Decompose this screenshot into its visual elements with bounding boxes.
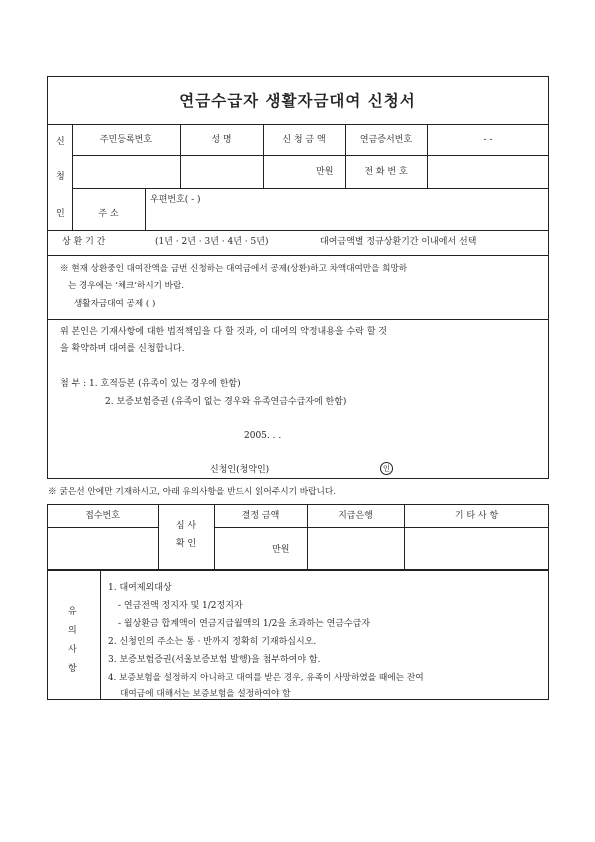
grid-line [263,124,264,188]
note-item: 1. 대여제외대상 [108,583,172,593]
repayment-note: 대여금액별 정규상환기간 이내에서 선택 [320,237,477,247]
phone-label: 전 화 번 호 [364,167,408,177]
instruction-note: ※ 굵은선 안에만 기재하시고, 아래 유의사항을 반드시 읽어주시기 바랍니다. [48,487,337,497]
other-header: 기 타 사 항 [454,511,499,521]
decided-amount-header: 결정 금액 [241,511,280,521]
seal-label: 인 [382,464,391,473]
amount-field[interactable] [265,163,313,181]
note-item: - 월상환금 합계액이 연금지급월액의 1/2을 초과하는 연금수급자 [118,619,371,629]
grid-line [214,527,549,528]
note-item: 2. 신청인의 주소는 통 · 반까지 정확히 기재하십시오. [108,637,317,647]
note-item: 3. 보증보험증권(서울보증보험 발행)을 첨부하여야 함. [108,655,321,665]
grid-line [47,230,549,231]
grid-line [345,124,346,188]
review-header: 심 사 [175,521,197,531]
declaration-text: 을 확약하며 대여를 신청합니다. [60,344,185,354]
notes-side-label: 사 [68,645,77,655]
applicant-side-label: 청 [56,172,65,182]
grid-line [72,155,549,156]
grid-line [100,570,101,700]
deduction-notice: ※ 현재 상환중인 대여잔액을 금번 신청하는 대여금에서 공제(상환)하고 차액대여만을 희망하 [60,264,408,274]
repayment-label: 상 환 기 간 [62,237,106,247]
deduction-check[interactable]: 생활자금대여 공제 ( ) [74,299,156,309]
phone-field[interactable] [429,163,547,181]
decided-amount-unit: 만원 [272,545,290,555]
paying-bank-header: 지급은행 [338,511,373,521]
name-field[interactable] [182,163,261,181]
grid-line [47,319,549,320]
repayment-options[interactable]: (1년 · 2년 · 3년 · 4년 · 5년) [155,237,269,247]
note-item: - 연금전액 정지자 및 1/2정지자 [118,601,243,611]
review-header: 확 인 [175,539,197,549]
grid-line [180,124,181,188]
signer-label: 신청인(청약인) [210,465,270,475]
grid-line [47,527,158,528]
note-item: 4. 보증보험을 설정하지 아니하고 대여를 받은 경우, 유족이 사망하였을 때에는 잔여 [108,673,424,683]
seal-mark [380,462,393,475]
postal-code-field[interactable]: 우편번호( - ) [150,195,201,205]
note-item: 대여금에 대해서는 보증보험을 설정하여야 함 [120,689,291,699]
signer-name-field[interactable] [290,461,370,479]
cert-no-header: 연금증서번호 [359,135,413,145]
attachment-label: 첨 부 : 1. 호적등본 (유족이 있는 경우에 한함) [60,379,241,389]
grid-line [427,124,428,188]
notes-side-label: 유 [68,607,77,617]
notes-side-label: 의 [68,626,77,636]
grid-line [72,188,549,189]
declaration-text: 위 본인은 기재사항에 대한 법적책임을 다 할 것과, 이 대여의 약정내용을 수락 할 것 [60,327,387,337]
applicant-side-label: 신 [56,137,65,147]
title-divider [47,124,549,125]
grid-line [145,188,146,230]
name-header: 성 명 [211,135,232,145]
resident-no-field[interactable] [74,163,178,181]
notes-side-label: 항 [68,664,77,674]
receipt-no-header: 접수번호 [85,511,120,521]
address-label: 주 소 [98,209,119,219]
amount-unit: 만원 [316,167,334,177]
applicant-side-label: 인 [56,209,65,219]
grid-line [47,255,549,256]
grid-line [158,504,159,570]
cert-no-value: - - [483,135,493,145]
resident-no-header: 주민등록번호 [99,135,153,145]
amount-header: 신 청 금 액 [282,135,326,145]
attachment-item: 2. 보증보험증권 (유족이 없는 경우와 유족연금수급자에 한함) [105,397,347,407]
deduction-notice: 는 경우에는 ‘체크’하시기 바람. [68,281,185,291]
address-field[interactable] [150,209,545,227]
application-date[interactable]: 2005. . . [244,431,282,441]
form-title: 연금수급자 생활자금대여 신청서 [179,91,416,110]
